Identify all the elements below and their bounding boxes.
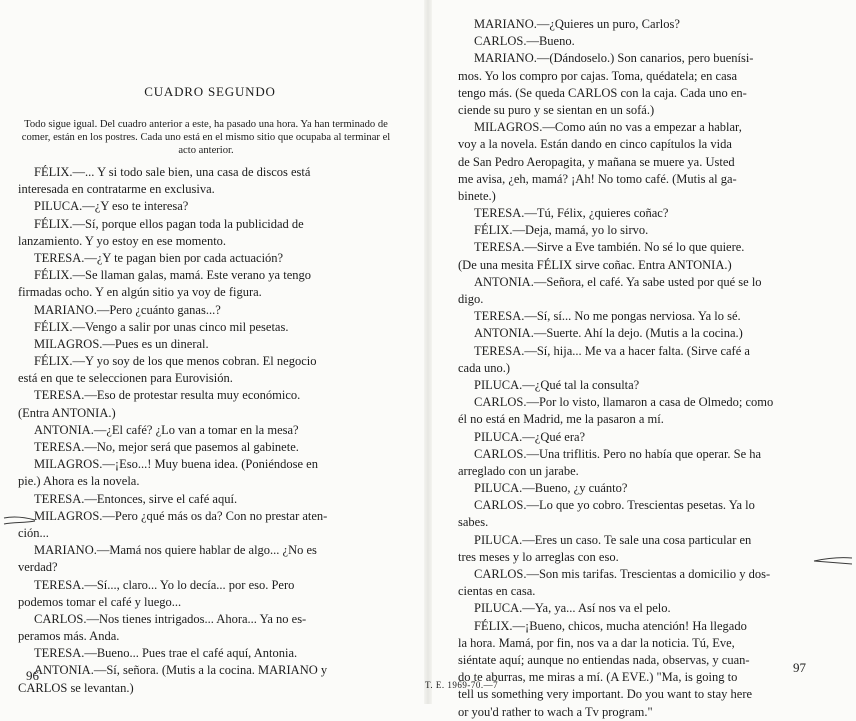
dialogue-line: FÉLIX.—¡Bueno, chicos, mucha atención! Ha llegado bbox=[474, 618, 747, 633]
dialogue-line: FÉLIX.—Sí, porque ellos pagan toda la publicidad de bbox=[34, 216, 304, 231]
dialogue-line: TERESA.—Eso de protestar resulta muy económico. bbox=[34, 388, 301, 403]
dialogue-line: FÉLIX.—Vengo a salir por unas cinco mil pesetas. bbox=[34, 319, 289, 334]
dialogue-line: digo. bbox=[458, 292, 484, 306]
stage-direction: Todo sigue igual. Del cuadro anterior a este, ha pasado una hora. Ya han terminado de comer, están en los postres. Cada uno está en el mismo sitio que ocupaba al terminar el acto anterior. bbox=[21, 119, 391, 157]
dialogue-line: CARLOS.—Bueno. bbox=[474, 34, 575, 49]
dialogue-line: CARLOS.—Son mis tarifas. Trescientas a domicilio y dos- bbox=[474, 567, 771, 581]
dialogue-line: TERESA.—Sí..., claro... Yo lo decía... por eso. Pero bbox=[34, 577, 295, 592]
dialogue-line: (De una mesita FÉLIX sirve coñac. Entra ANTONIA.) bbox=[458, 257, 732, 272]
dialogue-line: FÉLIX.—Se llaman galas, mamá. Este verano ya tengo bbox=[34, 268, 312, 283]
dialogue-line: binete.) bbox=[458, 188, 496, 203]
dialogue-line: CARLOS.—Lo que yo cobro. Trescientas pesetas. Ya lo bbox=[474, 498, 755, 513]
dialogue-line: MILAGROS.—Como aún no vas a empezar a hablar, bbox=[474, 120, 742, 135]
dialogue-line: la hora. Mamá, por fin, nos va a dar la noticia. Tú, Eve, bbox=[458, 635, 735, 650]
dialogue-line: TERESA.—Sirve a Eve también. No sé lo que quiere. bbox=[474, 240, 745, 255]
dialogue-line: MILAGROS.—¡Eso...! Muy buena idea. (Poniéndose en bbox=[34, 457, 318, 472]
dialogue-line: PILUCA.—Ya, ya... Así nos va el pelo. bbox=[474, 601, 671, 616]
dialogue-line: MILAGROS.—Pues es un dineral. bbox=[34, 336, 209, 351]
dialogue-line: FÉLIX.—Y yo soy de los que menos cobran. El negocio bbox=[34, 354, 317, 369]
pen-arrow-mark-left bbox=[2, 510, 38, 530]
dialogue-line: PILUCA.—¿Y eso te interesa? bbox=[34, 199, 189, 214]
dialogue-line: tres meses y lo arreglas con eso. bbox=[458, 549, 619, 564]
dialogue-line: (Entra ANTONIA.) bbox=[18, 405, 116, 420]
dialogue-line: ANTONIA.—Sí, señora. (Mutis a la cocina. MARIANO y bbox=[34, 663, 328, 678]
left-dialogue bbox=[18, 164, 384, 697]
dialogue-line: cada uno.) bbox=[458, 360, 511, 375]
dialogue-line: interesada en contratarme en exclusiva. bbox=[18, 182, 215, 197]
dialogue-line: me avisa, ¿eh, mamá? ¡Ah! No tomo café. (Mutis al ga- bbox=[458, 171, 737, 186]
left-page bbox=[0, 0, 428, 704]
dialogue-line: CARLOS.—Una triflitis. Pero no había que operar. Se ha bbox=[474, 446, 762, 461]
dialogue-line: podemos tomar el café y luego... bbox=[18, 594, 182, 609]
dialogue-line: FÉLIX.—... Y si todo sale bien, una casa de discos está bbox=[34, 165, 311, 179]
page-number-right: 97 bbox=[793, 660, 806, 675]
dialogue-line: lanzamiento. Y yo estoy en ese momento. bbox=[18, 233, 227, 248]
dialogue-line: tengo más. (Se queda CARLOS con la caja. Cada uno en- bbox=[458, 85, 747, 100]
page-footer: T. E. 1969-70.—7 bbox=[425, 680, 499, 690]
dialogue-line: sabes. bbox=[458, 515, 489, 530]
dialogue-line: tell us something very important. Do you want to stay here bbox=[458, 687, 753, 702]
dialogue-line: cientas en casa. bbox=[458, 584, 536, 599]
dialogue-line: CARLOS.—Por lo visto, llamaron a casa de Olmedo; como bbox=[474, 395, 774, 410]
dialogue-line: TERESA.—¿Y te pagan bien por cada actuación? bbox=[34, 250, 284, 265]
dialogue-line: PILUCA.—Eres un caso. Te sale una cosa particular en bbox=[474, 532, 752, 547]
dialogue-line: él no está en Madrid, me la pasaron a mí. bbox=[458, 412, 664, 427]
dialogue-line: peramos más. Anda. bbox=[18, 629, 120, 644]
dialogue-line: MILAGROS.—Pero ¿qué más os da? Con no prestar aten- bbox=[34, 508, 328, 523]
dialogue-line: firmadas ocho. Y en algún sitio ya voy de figura. bbox=[18, 285, 262, 300]
dialogue-line: PILUCA.—¿Qué era? bbox=[474, 429, 586, 444]
dialogue-line: está en que te seleccionen para Eurovisión. bbox=[18, 371, 233, 386]
dialogue-line: TERESA.—Sí, sí... No me pongas nerviosa. Ya lo sé. bbox=[474, 309, 741, 324]
dialogue-line: ANTONIA.—Señora, el café. Ya sabe usted por qué se lo bbox=[474, 274, 762, 289]
dialogue-line: MARIANO.—Pero ¿cuánto ganas...? bbox=[34, 302, 221, 317]
dialogue-line: CARLOS se levantan.) bbox=[18, 680, 134, 695]
dialogue-line: arreglado con un jarabe. bbox=[458, 463, 579, 478]
dialogue-line: ciende su puro y se sientan en un sofá.) bbox=[458, 102, 655, 117]
dialogue-line: ción... bbox=[18, 525, 49, 540]
dialogue-line: or you'd rather to wach a Tv program." bbox=[458, 704, 653, 719]
dialogue-line: voy a la novela. Están dando en cinco capítulos la vida bbox=[458, 137, 732, 152]
dialogue-line: mos. Yo los compro por cajas. Toma, quédatela; en casa bbox=[458, 68, 738, 83]
dialogue-line: ANTONIA.—¿El café? ¿Lo van a tomar en la mesa? bbox=[34, 422, 299, 437]
dialogue-line: TERESA.—Bueno... Pues trae el café aquí, Antonia. bbox=[34, 646, 298, 661]
dialogue-line: TERESA.—Entonces, sirve el café aquí. bbox=[34, 491, 238, 506]
dialogue-line: TERESA.—Sí, hija... Me va a hacer falta. (Sirve café a bbox=[474, 343, 750, 358]
page-number-left: 96 bbox=[26, 668, 39, 683]
dialogue-line: do te aburras, me miras a mí. (A EVE.) "Ma, is going to bbox=[458, 670, 738, 685]
right-dialogue bbox=[458, 16, 828, 721]
dialogue-line: TERESA.—No, mejor será que pasemos al gabinete. bbox=[34, 440, 299, 454]
scene-heading: CUADRO SEGUNDO bbox=[144, 84, 276, 99]
dialogue-line: de San Pedro Aeropagita, y mañana se muere ya. Usted bbox=[458, 154, 735, 169]
dialogue-line: TERESA.—Tú, Félix, ¿quieres coñac? bbox=[474, 206, 669, 221]
dialogue-line: pie.) Ahora es la novela. bbox=[18, 474, 140, 489]
dialogue-line: PILUCA.—Bueno, ¿y cuánto? bbox=[474, 481, 628, 496]
dialogue-line: ANTONIA.—Suerte. Ahí la dejo. (Mutis a la cocina.) bbox=[474, 326, 743, 341]
dialogue-line: CARLOS.—Nos tienes intrigados... Ahora... Ya no es- bbox=[34, 611, 307, 626]
dialogue-line: MARIANO.—Mamá nos quiere hablar de algo... ¿No es bbox=[34, 543, 317, 558]
dialogue-line: siéntate aquí; aunque no entiendas nada, observas, y cuan- bbox=[458, 652, 750, 667]
dialogue-line: MARIANO.—¿Quieres un puro, Carlos? bbox=[474, 17, 680, 31]
dialogue-line: FÉLIX.—Deja, mamá, yo lo sirvo. bbox=[474, 223, 649, 238]
dialogue-line: PILUCA.—¿Qué tal la consulta? bbox=[474, 377, 640, 392]
dialogue-line: MARIANO.—(Dándoselo.) Son canarios, pero buenísi- bbox=[474, 51, 754, 66]
dialogue-line: verdad? bbox=[18, 560, 58, 575]
